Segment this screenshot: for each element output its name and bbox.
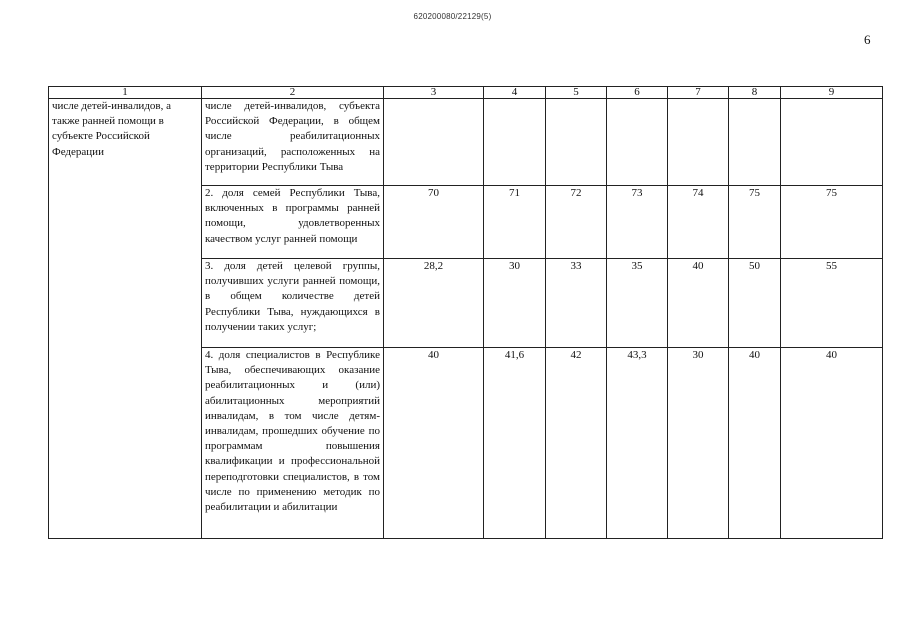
value-cell: 75	[729, 186, 781, 259]
indicator-cell: 4. доля специалистов в Республике Тыва, обеспечивающих оказание реабилитационных и (или) абилитационных мероприятий инвалидам, в том числе детям-инвалидам, прошедших обучение по программам повышения квалификации и профессиональной переподготовки специалистов, в том числе по применению методик по реабилитации и абилитации	[202, 348, 384, 539]
document-code: 620200080/22129(5)	[413, 12, 492, 21]
value-cell: 72	[546, 186, 607, 259]
program-name-cell: числе детей-инвалидов, а также ранней помощи в субъекте Российской Федерации	[49, 99, 202, 539]
value-cell: 40	[668, 259, 729, 348]
table-header-cell: 8	[729, 87, 781, 99]
value-cell: 30	[668, 348, 729, 539]
value-cell	[384, 99, 484, 186]
value-cell: 30	[484, 259, 546, 348]
value-cell: 73	[607, 186, 668, 259]
table-header-cell: 9	[781, 87, 883, 99]
table-header-cell: 4	[484, 87, 546, 99]
table-header-cell: 2	[202, 87, 384, 99]
value-cell: 43,3	[607, 348, 668, 539]
indicator-cell: 3. доля детей целевой группы, получивших услуги ранней помощи, в общем количестве детей Республики Тыва, нуждающихся в получении таких услуг;	[202, 259, 384, 348]
value-cell: 42	[546, 348, 607, 539]
table-header-cell: 6	[607, 87, 668, 99]
value-cell: 75	[781, 186, 883, 259]
page-number: 6	[864, 32, 871, 47]
value-cell	[546, 99, 607, 186]
table-header-cell: 1	[49, 87, 202, 99]
value-cell: 74	[668, 186, 729, 259]
table-row	[49, 99, 883, 186]
value-cell: 41,6	[484, 348, 546, 539]
value-cell	[484, 99, 546, 186]
value-cell: 33	[546, 259, 607, 348]
value-cell	[607, 99, 668, 186]
table-header-row	[49, 87, 883, 99]
indicator-cell: числе детей-инвалидов, субъекта Российской Федерации, в общем числе реабилитационных организаций, расположенных на территории Республики Тыва	[202, 99, 384, 186]
table-header-cell: 5	[546, 87, 607, 99]
indicator-cell: 2. доля семей Республики Тыва, включенных в программы ранней помощи, удовлетворенных качеством услуг ранней помощи	[202, 186, 384, 259]
value-cell: 40	[781, 348, 883, 539]
value-cell: 71	[484, 186, 546, 259]
value-cell: 55	[781, 259, 883, 348]
value-cell	[781, 99, 883, 186]
value-cell: 40	[729, 348, 781, 539]
value-cell	[729, 99, 781, 186]
value-cell: 70	[384, 186, 484, 259]
value-cell	[668, 99, 729, 186]
table-header-cell: 3	[384, 87, 484, 99]
value-cell: 40	[384, 348, 484, 539]
value-cell: 50	[729, 259, 781, 348]
value-cell: 35	[607, 259, 668, 348]
value-cell: 28,2	[384, 259, 484, 348]
data-table	[48, 86, 883, 539]
table-header-cell: 7	[668, 87, 729, 99]
